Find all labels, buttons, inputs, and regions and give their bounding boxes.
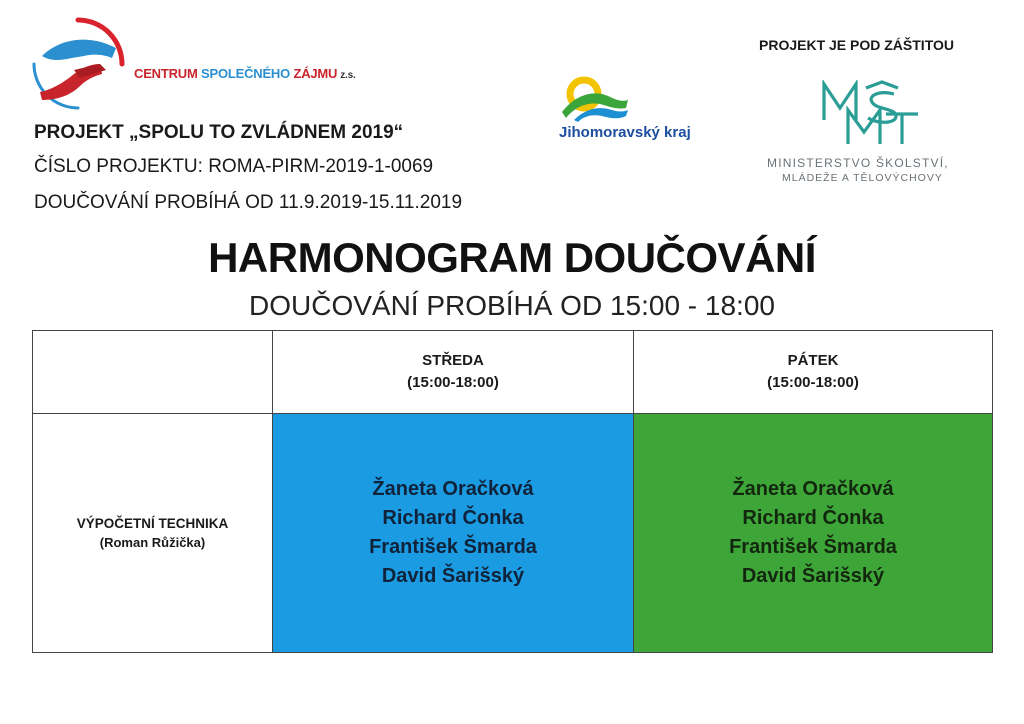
blue-hand-icon: [42, 40, 116, 60]
org-name: CENTRUM SPOLEČNÉHO ZÁJMU z.s.: [134, 66, 356, 81]
ministry-name-line1: MINISTERSTVO ŠKOLSTVÍ,: [767, 156, 949, 170]
student-name: Žaneta Oračková: [732, 478, 894, 500]
jmk-logo-icon: [560, 72, 630, 122]
subject-name: VÝPOČETNÍ TECHNIKA: [76, 516, 229, 531]
page-title: HARMONOGRAM DOUČOVÁNÍ: [208, 234, 816, 281]
row-label: [33, 414, 273, 652]
partner-name: Jihomoravský kraj: [559, 124, 691, 141]
msmt-logo-icon: [818, 80, 928, 146]
project-dates: DOUČOVÁNÍ PROBÍHÁ OD 11.9.2019-15.11.2019: [34, 192, 463, 213]
teacher-name: (Roman Růžička): [99, 535, 206, 550]
day-time: (15:00-18:00): [767, 374, 859, 391]
wednesday-cell: [273, 414, 634, 652]
student-name: David Šarišský: [381, 565, 525, 587]
project-title: PROJEKT „SPOLU TO ZVLÁDNEM 2019“: [34, 122, 404, 143]
day-time: (15:00-18:00): [407, 374, 499, 391]
patronage-label: PROJEKT JE POD ZÁŠTITOU: [759, 37, 954, 53]
student-name: Richard Čonka: [382, 507, 524, 529]
table-header-wednesday: [273, 331, 634, 414]
centrum-logo: [28, 14, 128, 114]
schedule-table: [32, 330, 993, 653]
student-name: Richard Čonka: [742, 507, 884, 529]
page-subtitle: DOUČOVÁNÍ PROBÍHÁ OD 15:00 - 18:00: [249, 290, 775, 321]
day-name: STŘEDA: [422, 352, 484, 369]
student-name: František Šmarda: [729, 536, 897, 558]
friday-cell: [634, 414, 992, 652]
day-name: PÁTEK: [787, 352, 839, 369]
table-header-empty: [33, 331, 273, 414]
student-name: David Šarišský: [741, 565, 885, 587]
student-name: Žaneta Oračková: [372, 478, 534, 500]
ministry-name-line2: MLÁDEŽE A TĚLOVÝCHOVY: [782, 172, 943, 184]
student-name: František Šmarda: [369, 536, 537, 558]
table-header-friday: [634, 331, 992, 414]
project-number: ČÍSLO PROJEKTU: ROMA-PIRM-2019-1-0069: [34, 156, 434, 177]
